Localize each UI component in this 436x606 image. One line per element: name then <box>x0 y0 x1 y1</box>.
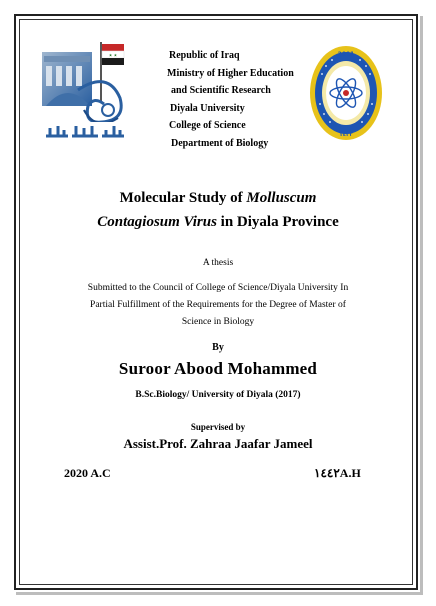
header-line-country: Republic of Iraq <box>169 50 240 61</box>
date-ah: ١٤٤٢A.H <box>314 466 361 480</box>
title-part-4: in Diyala Province <box>216 214 339 230</box>
header-line-department: Department of Biology <box>171 137 269 149</box>
seal-year-bottom: ١٤٢٢ <box>339 132 353 138</box>
supervisor-name: Assist.Prof. Zahraa Jaafar Jameel <box>123 436 313 451</box>
submission-line-3: Science in Biology <box>181 317 255 327</box>
thesis-label: A thesis <box>202 258 234 268</box>
title-part-1: Molecular Study of <box>119 190 247 206</box>
author-degree: B.Sc.Biology/ University of Diyala (2017) <box>135 390 301 400</box>
institution-header <box>166 47 316 152</box>
submission-line-2: Partial Fulfillment of the Requirements for the Degree of Master of <box>90 300 346 310</box>
page-shadow-bottom <box>16 592 423 595</box>
title-part-3: Contagiosum Virus <box>97 214 217 230</box>
header-line-college: College of Science <box>169 120 246 131</box>
submission-line-1: Submitted to the Council of College of Science/Diyala University In <box>87 283 349 293</box>
date-ad: 2020 A.C <box>64 466 111 480</box>
header-line-university: Diyala University <box>170 102 245 114</box>
by-label: By <box>212 342 224 353</box>
author-name: Suroor Abood Mohammed <box>118 359 318 378</box>
thesis-title <box>30 186 406 234</box>
college-of-science-seal <box>308 44 384 142</box>
supervised-label: Supervised by <box>190 422 246 432</box>
page-shadow-right <box>420 16 423 592</box>
header-line-research: and Scientific Research <box>171 85 271 96</box>
seal-year-top: 2001 <box>337 51 355 58</box>
header-line-ministry: Ministry of Higher Education <box>167 67 294 79</box>
svg-text:★ ★: ★ ★ <box>108 52 118 58</box>
diyala-university-logo <box>38 40 130 144</box>
submission-statement <box>30 280 406 331</box>
title-part-2: Molluscum <box>246 190 317 206</box>
